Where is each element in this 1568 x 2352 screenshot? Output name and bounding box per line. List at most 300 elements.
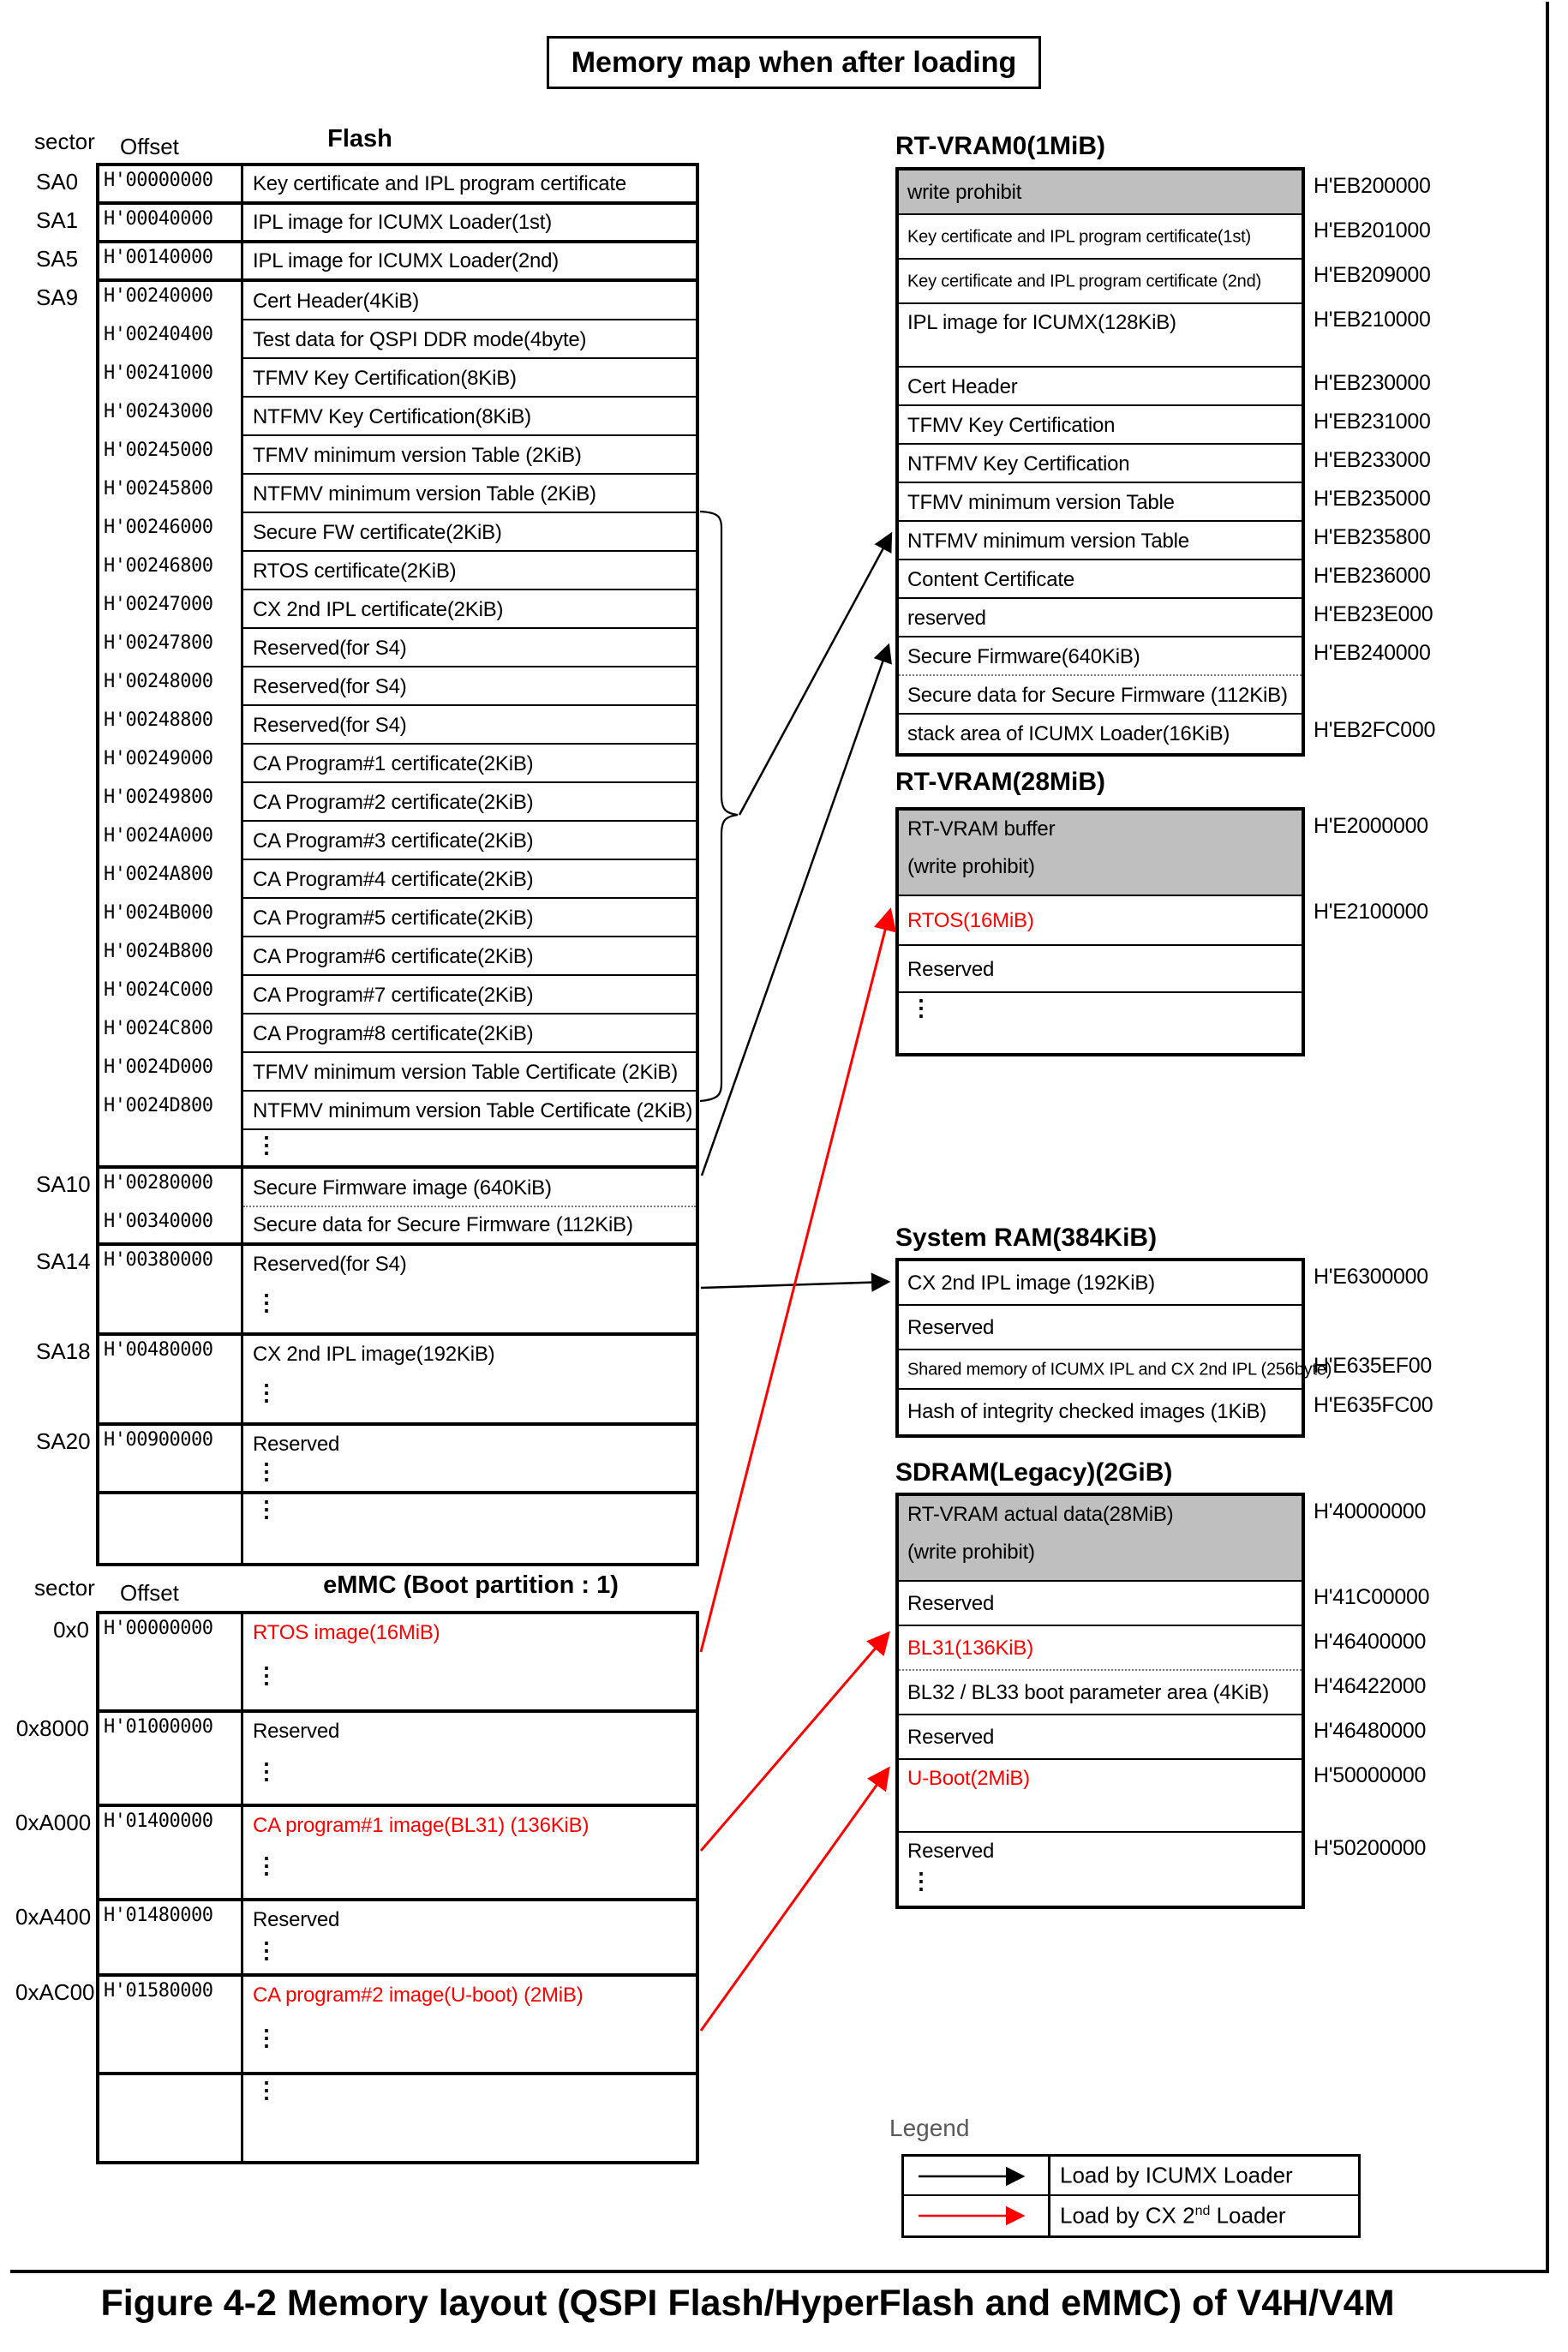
address-value: H'EB231000 [1314, 410, 1431, 434]
flash-table-title: Flash [327, 125, 392, 153]
ellipsis-icon: ⋮ [910, 995, 932, 1020]
flash-region-row [36, 1246, 696, 1336]
row-separator [899, 1349, 1302, 1350]
row-separator [243, 627, 696, 629]
offset-value: H'00000000 [104, 170, 213, 191]
row-separator [243, 666, 696, 667]
region-label: Content Certificate [907, 567, 1074, 591]
region-label: CA Program#7 certificate(2KiB) [253, 983, 534, 1007]
region-label: Key certificate and IPL program certificate [253, 171, 627, 195]
legend-label-cx2 [1060, 2203, 1286, 2229]
ellipsis-icon: ⋮ [255, 1379, 278, 1405]
cx2-load-arrow-bl31 [701, 1633, 889, 1851]
region-label: CA Program#5 certificate(2KiB) [253, 906, 534, 930]
row-separator [243, 781, 696, 783]
region-label: Secure FW certificate(2KiB) [253, 520, 502, 544]
flash-region-row [36, 1336, 696, 1426]
region-label: BL32 / BL33 boot parameter area (4KiB) [907, 1681, 1269, 1704]
region-label: reserved [907, 606, 986, 630]
icumx-load-arrow-certs [739, 534, 891, 815]
row-separator [899, 302, 1302, 304]
row-separator [899, 1831, 1302, 1833]
rtvram0-region-row [899, 445, 1431, 483]
region-label: NTFMV minimum version Table [907, 529, 1189, 553]
offset-value: H'01480000 [104, 1905, 213, 1926]
region-label: BL31(136KiB) [907, 1637, 1034, 1660]
offset-column-divider [241, 1614, 243, 2161]
sdram-region-row [899, 1760, 1427, 1833]
offset-value: H'0024B000 [104, 902, 213, 924]
sector-label: 0xA400 [15, 1904, 92, 1930]
row-separator [899, 597, 1302, 599]
address-value: H'E635FC00 [1314, 1393, 1433, 1417]
cx2-load-arrow-rtos [701, 910, 890, 1652]
flash-region-row [99, 745, 696, 783]
emmc-sector-header: sector [34, 1575, 95, 1601]
cx2-load-arrow-uboot [701, 1768, 889, 2031]
offset-value: H'00000000 [104, 1618, 213, 1639]
row-separator [243, 859, 696, 860]
legend-label-cx2-suffix: Loader [1210, 2202, 1286, 2229]
region-label: Reserved [907, 957, 995, 981]
sdram-region-row [899, 1833, 1427, 1906]
flash-region-row [99, 976, 696, 1014]
address-value: H'EB233000 [1314, 448, 1431, 472]
legend-row-icumx [904, 2157, 1358, 2196]
address-value: H'46480000 [1314, 1719, 1427, 1743]
region-label: IPL image for ICUMX(128KiB) [907, 311, 1176, 334]
region-label-line2: (write prohibit) [907, 855, 1035, 878]
rtvram0-region-row [899, 599, 1433, 637]
row-separator [899, 443, 1302, 445]
offset-value: H'00249000 [104, 748, 213, 769]
region-label: Reserved(for S4) [253, 636, 407, 660]
address-value: H'46400000 [1314, 1630, 1427, 1654]
flash-region-row [99, 783, 696, 822]
sector-label: 0x8000 [15, 1715, 89, 1741]
row-separator [899, 1758, 1302, 1760]
sdram-region-row [899, 1715, 1427, 1760]
figure-caption: Figure 4-2 Memory layout (QSPI Flash/HyperFlash and eMMC) of V4H/V4M [100, 2283, 1395, 2324]
region-label: Reserved [907, 1316, 995, 1339]
offset-value: H'0024D800 [104, 1095, 213, 1116]
rtvram0-region-row [899, 368, 1431, 406]
address-value: H'EB235800 [1314, 525, 1431, 549]
address-value: H'EB230000 [1314, 371, 1431, 395]
flash-region-row [99, 1130, 696, 1169]
offset-value: H'00900000 [104, 1429, 213, 1451]
row-separator-dashed [899, 674, 1302, 676]
region-label: Reserved(for S4) [253, 1253, 407, 1276]
region-label: NTFMV Key Certification [907, 452, 1130, 476]
flash-region-row [99, 436, 696, 475]
sdram-table [895, 1493, 1430, 1909]
row-separator [243, 1090, 696, 1092]
ellipsis-icon: ⋮ [255, 1662, 278, 1688]
ellipsis-icon: ⋮ [910, 1868, 932, 1894]
address-value: H'EB209000 [1314, 263, 1431, 287]
emmc-region-row [15, 1713, 696, 1807]
row-separator [899, 1714, 1302, 1715]
offset-value: H'00249800 [104, 787, 213, 808]
address-value: H'EB240000 [1314, 641, 1431, 665]
flash-certificate-group-bracket [700, 512, 738, 1101]
address-value: H'EB2FC000 [1314, 718, 1436, 742]
ellipsis-icon: ⋮ [255, 1290, 278, 1315]
row-separator [243, 743, 696, 745]
region-label: RTOS(16MiB) [907, 909, 1034, 932]
icumx-load-arrow-cx2ipl [701, 1282, 889, 1288]
region-label: TFMV minimum version Table Certificate (2KiB) [253, 1060, 679, 1084]
region-label: Test data for QSPI DDR mode(4byte) [253, 327, 587, 351]
flash-sector-header: sector [34, 129, 95, 154]
flash-region-row [36, 205, 696, 243]
emmc-table [15, 1611, 699, 2164]
flash-region-row [99, 667, 696, 706]
flash-region-row [99, 1053, 696, 1092]
offset-value: H'0024B800 [104, 941, 213, 962]
offset-column-divider [241, 166, 243, 1563]
row-separator [243, 936, 696, 937]
sdram-region-row [899, 1582, 1430, 1626]
row-separator [243, 704, 696, 706]
region-label: TFMV minimum version Table [907, 490, 1175, 514]
offset-value: H'00246800 [104, 555, 213, 577]
row-separator [899, 944, 1302, 946]
offset-value: H'00243000 [104, 401, 213, 422]
emmc-region-row [99, 2075, 696, 2161]
row-separator [899, 713, 1302, 715]
sdram-title: SDRAM(Legacy)(2GiB) [895, 1458, 1173, 1487]
rtvram-region-row [899, 993, 1302, 1053]
row-separator [243, 319, 696, 320]
row-separator [243, 1051, 696, 1053]
sysram-region-row [899, 1390, 1433, 1434]
sector-label: SA1 [36, 207, 79, 233]
region-label: Hash of integrity checked images (1KiB) [907, 1400, 1267, 1423]
region-label: RTOS image(16MiB) [253, 1621, 440, 1644]
address-value: H'50200000 [1314, 1836, 1427, 1860]
row-separator [243, 897, 696, 899]
ellipsis-icon: ⋮ [255, 1458, 278, 1484]
flash-table [36, 163, 699, 1566]
row-separator [243, 396, 696, 398]
region-label: Secure data for Secure Firmware (112KiB) [907, 683, 1288, 707]
flash-region-row [99, 1014, 696, 1053]
region-label: Shared memory of ICUMX IPL and CX 2nd IPL (256byte) [907, 1360, 1332, 1379]
region-label: NTFMV minimum version Table (2KiB) [253, 482, 596, 506]
flash-region-row [99, 822, 696, 860]
sdram-region-row [899, 1671, 1427, 1715]
address-value: H'EB201000 [1314, 218, 1431, 242]
sector-label: SA14 [36, 1248, 91, 1274]
offset-value: H'0024C000 [104, 979, 213, 1001]
sysram-title: System RAM(384KiB) [895, 1224, 1158, 1252]
sector-label: SA9 [36, 284, 79, 310]
row-separator [899, 520, 1302, 522]
flash-region-row [99, 513, 696, 552]
legend-row-cx2 [904, 2196, 1358, 2235]
rtvram0-region-row [899, 406, 1431, 445]
address-value: H'EB200000 [1314, 174, 1431, 198]
emmc-region-row [15, 1977, 696, 2075]
offset-value: H'00248800 [104, 709, 213, 731]
flash-region-row [36, 282, 696, 320]
offset-value: H'00247000 [104, 594, 213, 615]
address-value: H'41C00000 [1314, 1585, 1430, 1609]
flash-region-row [99, 1494, 696, 1563]
offset-value: H'00240000 [104, 285, 213, 307]
row-separator [899, 559, 1302, 560]
flash-region-row [99, 320, 696, 359]
flash-region-row [99, 899, 696, 937]
rtvram-table [895, 807, 1428, 1056]
region-label: Cert Header(4KiB) [253, 289, 420, 313]
rtvram0-region-row [899, 171, 1431, 215]
sector-label: 0x0 [53, 1617, 89, 1643]
address-value: H'E2100000 [1314, 900, 1428, 924]
rtvram-region-row [899, 811, 1428, 896]
row-separator [899, 404, 1302, 406]
rtvram0-region-row [899, 715, 1436, 753]
rtvram-title: RT-VRAM(28MiB) [895, 768, 1105, 796]
row-separator [243, 820, 696, 822]
legend-label-cx2-sup: nd [1194, 2203, 1211, 2218]
flash-region-row [99, 475, 696, 513]
region-label: Cert Header [907, 374, 1018, 398]
flash-region-row [99, 1207, 696, 1246]
region-label: IPL image for ICUMX Loader(2nd) [253, 248, 560, 272]
offset-value: H'00280000 [104, 1172, 213, 1194]
region-label: U-Boot(2MiB) [907, 1767, 1030, 1790]
rtvram0-region-row [899, 522, 1431, 560]
region-label: Reserved [907, 1840, 995, 1863]
region-label: IPL image for ICUMX Loader(1st) [253, 210, 553, 234]
flash-region-row [99, 860, 696, 899]
region-label: RT-VRAM actual data(28MiB) [907, 1503, 1174, 1526]
rtvram0-region-row [899, 215, 1431, 260]
sector-label: SA20 [36, 1428, 91, 1454]
rtvram0-region-row [899, 304, 1431, 368]
sector-label: 0xAC00 [15, 1979, 95, 2005]
flash-offset-header: Offset [120, 134, 179, 159]
region-label: Reserved(for S4) [253, 713, 407, 737]
region-label: TFMV Key Certification(8KiB) [253, 366, 517, 390]
offset-value: H'01000000 [104, 1716, 213, 1738]
legend-label-cx2-prefix: Load by CX 2 [1060, 2202, 1195, 2229]
row-separator [243, 1013, 696, 1014]
address-value: H'E2000000 [1314, 814, 1428, 838]
offset-value: H'00340000 [104, 1211, 213, 1232]
row-separator [243, 512, 696, 513]
ellipsis-icon: ⋮ [255, 1132, 278, 1158]
legend-title: Legend [889, 2115, 970, 2141]
rtvram0-region-row [899, 260, 1431, 304]
ellipsis-icon: ⋮ [255, 2025, 278, 2050]
region-label: CA program#1 image(BL31) (136KiB) [253, 1814, 589, 1837]
address-value: H'E635EF00 [1314, 1354, 1432, 1378]
flash-region-row [99, 1092, 696, 1130]
address-value: H'EB236000 [1314, 564, 1431, 588]
row-separator [243, 589, 696, 590]
ellipsis-icon: ⋮ [255, 1852, 278, 1878]
offset-value: H'0024D000 [104, 1056, 213, 1078]
region-label: TFMV minimum version Table (2KiB) [253, 443, 582, 467]
offset-value: H'01400000 [104, 1810, 213, 1832]
offset-value: H'00245800 [104, 478, 213, 500]
rtvram0-region-row [899, 637, 1431, 676]
emmc-region-row [15, 1901, 696, 1977]
flash-region-row [99, 629, 696, 667]
region-label-line2: (write prohibit) [907, 1541, 1035, 1564]
offset-value: H'00040000 [104, 208, 213, 230]
row-separator [899, 895, 1302, 896]
address-value: H'EB23E000 [1314, 602, 1433, 626]
sector-label: SA0 [36, 169, 79, 195]
diagram-title-box [547, 36, 1041, 89]
diagram-title: Memory map when after loading [571, 45, 1017, 79]
region-label: Reserved [907, 1592, 995, 1615]
row-separator-dashed [243, 1206, 696, 1207]
row-separator [243, 357, 696, 359]
flash-region-row [36, 166, 696, 205]
sysram-region-row [899, 1306, 1302, 1350]
address-value: H'50000000 [1314, 1763, 1427, 1787]
legend-box [901, 2154, 1361, 2238]
region-label: Reserved [253, 1433, 340, 1456]
region-label: Reserved [253, 1720, 340, 1743]
row-separator [243, 550, 696, 552]
row-separator [899, 213, 1302, 215]
emmc-offset-header: Offset [120, 1580, 179, 1606]
sysram-region-row [899, 1350, 1432, 1390]
sector-label: SA18 [36, 1338, 91, 1364]
region-label: TFMV Key Certification [907, 413, 1116, 437]
address-value: H'40000000 [1314, 1499, 1427, 1523]
row-separator [899, 1580, 1302, 1582]
region-label: CA Program#6 certificate(2KiB) [253, 944, 534, 968]
row-separator [899, 991, 1302, 993]
region-label: stack area of ICUMX Loader(16KiB) [907, 721, 1230, 745]
rtvram0-table [895, 167, 1436, 757]
address-value: H'EB210000 [1314, 308, 1431, 332]
sector-label: SA5 [36, 246, 79, 272]
region-label: Key certificate and IPL program certificate(1st) [907, 227, 1251, 247]
region-label: CA Program#8 certificate(2KiB) [253, 1021, 534, 1045]
offset-value: H'00140000 [104, 247, 213, 268]
icumx-load-arrow-secure-fw [702, 645, 889, 1176]
offset-value: H'01580000 [104, 1980, 213, 2002]
region-label: Secure Firmware(640KiB) [907, 644, 1140, 668]
rtvram-region-row [899, 896, 1428, 946]
ellipsis-icon: ⋮ [255, 1758, 278, 1784]
row-separator [899, 366, 1302, 368]
row-separator [899, 482, 1302, 483]
region-label: NTFMV Key Certification(8KiB) [253, 404, 531, 428]
offset-value: H'0024C800 [104, 1018, 213, 1039]
address-value: H'46422000 [1314, 1674, 1427, 1698]
address-value: H'EB235000 [1314, 487, 1431, 511]
region-label: write prohibit [907, 181, 1022, 204]
sdram-region-row [899, 1626, 1427, 1671]
region-label: Reserved(for S4) [253, 674, 407, 698]
row-separator [243, 434, 696, 436]
ellipsis-icon: ⋮ [255, 1937, 278, 1963]
sector-label: 0xA000 [15, 1810, 92, 1835]
row-separator-dashed [899, 1669, 1302, 1671]
offset-value: H'00240400 [104, 324, 213, 345]
region-label: Secure data for Secure Firmware (112KiB) [253, 1212, 633, 1236]
flash-region-row [36, 1169, 696, 1207]
row-separator [899, 1304, 1302, 1306]
offset-value: H'0024A000 [104, 825, 213, 847]
row-separator [899, 636, 1302, 637]
flash-region-row [99, 706, 696, 745]
flash-region-row [99, 398, 696, 436]
sysram-region-row [899, 1261, 1428, 1306]
region-label: CX 2nd IPL certificate(2KiB) [253, 597, 504, 621]
rtvram0-region-row [899, 560, 1431, 599]
region-label: RT-VRAM buffer [907, 817, 1056, 841]
region-label: CA Program#1 certificate(2KiB) [253, 751, 534, 775]
region-label: CA Program#2 certificate(2KiB) [253, 790, 534, 814]
offset-value: H'00245000 [104, 440, 213, 461]
region-label: Key certificate and IPL program certificate (2nd) [907, 272, 1261, 291]
region-label: Reserved [907, 1726, 995, 1749]
row-separator [243, 974, 696, 976]
region-label: NTFMV minimum version Table Certificate (2KiB) [253, 1098, 693, 1122]
region-label: CA Program#3 certificate(2KiB) [253, 829, 534, 853]
region-label: CA program#2 image(U-boot) (2MiB) [253, 1984, 584, 2007]
flash-region-row [99, 937, 696, 976]
address-value: H'E6300000 [1314, 1265, 1428, 1289]
emmc-region-row [15, 1807, 696, 1901]
region-label: CA Program#4 certificate(2KiB) [253, 867, 534, 891]
row-separator [243, 473, 696, 475]
rtvram0-title: RT-VRAM0(1MiB) [895, 132, 1105, 160]
ellipsis-icon: ⋮ [255, 2077, 278, 2103]
region-label: RTOS certificate(2KiB) [253, 559, 457, 583]
rtvram0-region-row [899, 676, 1302, 715]
offset-value: H'00247800 [104, 632, 213, 654]
region-label: CX 2nd IPL image (192KiB) [907, 1272, 1155, 1295]
flash-region-row [36, 1426, 696, 1494]
region-label: Secure Firmware image (640KiB) [253, 1176, 552, 1200]
offset-value: H'00246000 [104, 517, 213, 538]
sysram-table [895, 1258, 1433, 1438]
row-separator [899, 1625, 1302, 1626]
offset-value: H'00241000 [104, 362, 213, 384]
sdram-region-row [899, 1496, 1427, 1582]
row-separator [243, 1128, 696, 1130]
rtvram-region-row [899, 946, 1302, 993]
offset-value: H'00248000 [104, 671, 213, 692]
flash-region-row [99, 552, 696, 590]
flash-region-row [36, 243, 696, 282]
ellipsis-icon: ⋮ [255, 1496, 278, 1522]
offset-value: H'00380000 [104, 1249, 213, 1271]
sector-label: SA10 [36, 1171, 91, 1197]
offset-value: H'00480000 [104, 1339, 213, 1361]
emmc-region-row [53, 1614, 696, 1713]
legend-label-icumx: Load by ICUMX Loader [1060, 2162, 1293, 2188]
emmc-table-title: eMMC (Boot partition : 1) [323, 1571, 619, 1599]
region-label: Reserved [253, 1908, 340, 1931]
region-label: CX 2nd IPL image(192KiB) [253, 1343, 495, 1366]
flash-region-row [99, 359, 696, 398]
flash-region-row [99, 590, 696, 629]
row-separator [899, 258, 1302, 260]
